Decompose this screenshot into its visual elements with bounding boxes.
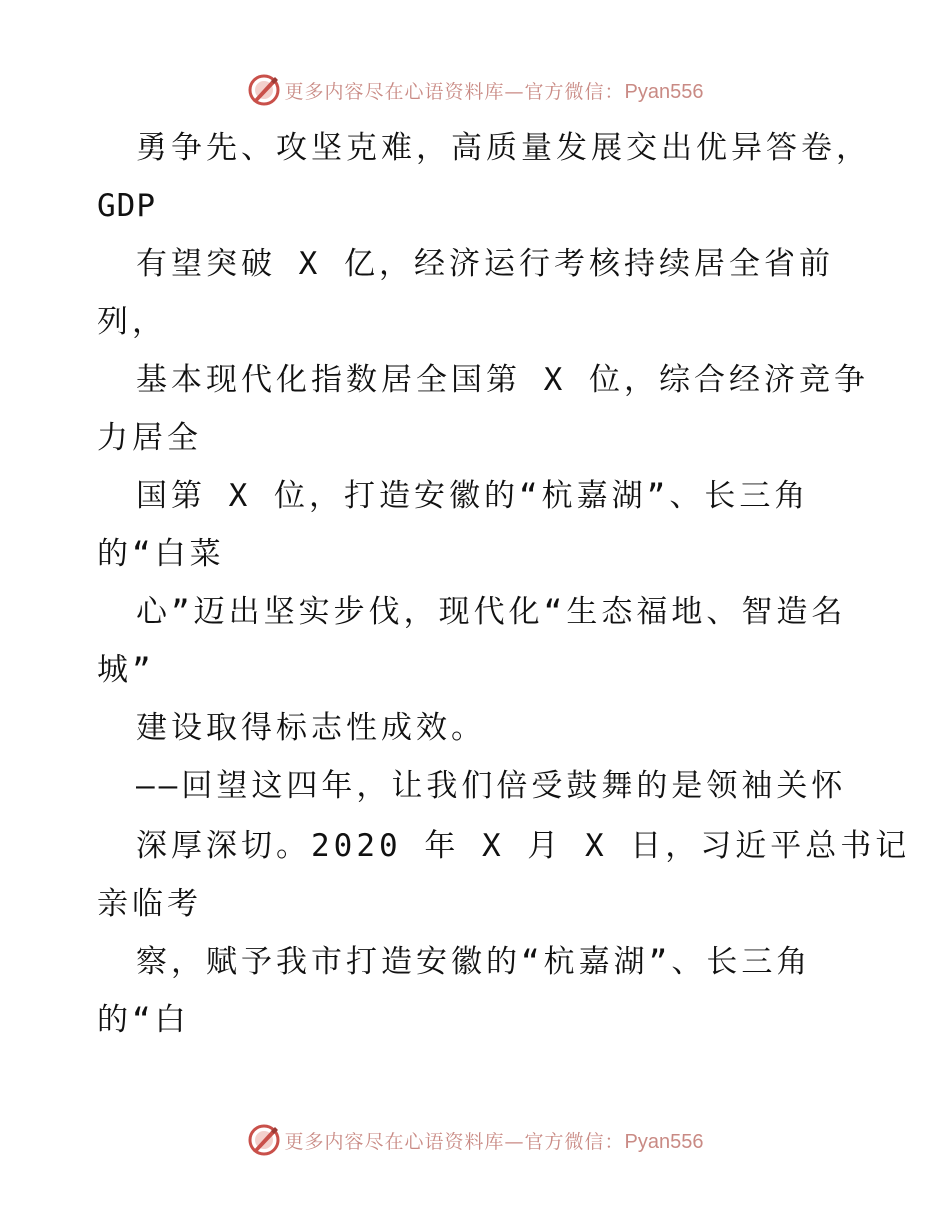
text-line: 列， [97,304,167,340]
watermark-cn-text: 更多内容尽在心语资料库—官方微信： [284,80,625,103]
watermark-cn-text: 更多内容尽在心语资料库—官方微信： [284,1130,625,1153]
watermark-text [285,1127,704,1154]
footer-watermark [0,1120,950,1160]
text-line: 勇争先、攻坚克难，高质量发展交出优异答卷， [136,130,871,166]
text-line: 的“白菜 [97,536,225,572]
text-line: 的“白 [97,1002,190,1038]
watermark-wechat-id: Pyan556 [624,80,704,103]
text-line: 国第 X 位，打造安徽的“杭嘉湖”、长三角 [136,478,810,514]
text-line: 亲临考 [97,886,202,922]
text-line: 深厚深切。2020 年 X 月 X 日，习近平总书记 [136,828,911,864]
text-line: ——回望这四年，让我们倍受鼓舞的是领袖关怀 [136,768,847,804]
text-line: 有望突破 X 亿，经济运行考核持续居全省前 [136,246,834,282]
quill-seal-logo-icon [247,1123,281,1157]
watermark-wechat-id: Pyan556 [624,1130,704,1153]
text-line: 察，赋予我市打造安徽的“杭嘉湖”、长三角 [136,944,812,980]
text-line: 力居全 [97,420,202,456]
text-line: 建设取得标志性成效。 [136,710,486,746]
text-line: 基本现代化指数居全国第 X 位，综合经济竞争 [136,362,869,398]
text-line: GDP [97,188,156,224]
text-line: 心”迈出坚实步伐，现代化“生态福地、智造名 [136,594,847,630]
text-line: 城” [97,652,155,688]
